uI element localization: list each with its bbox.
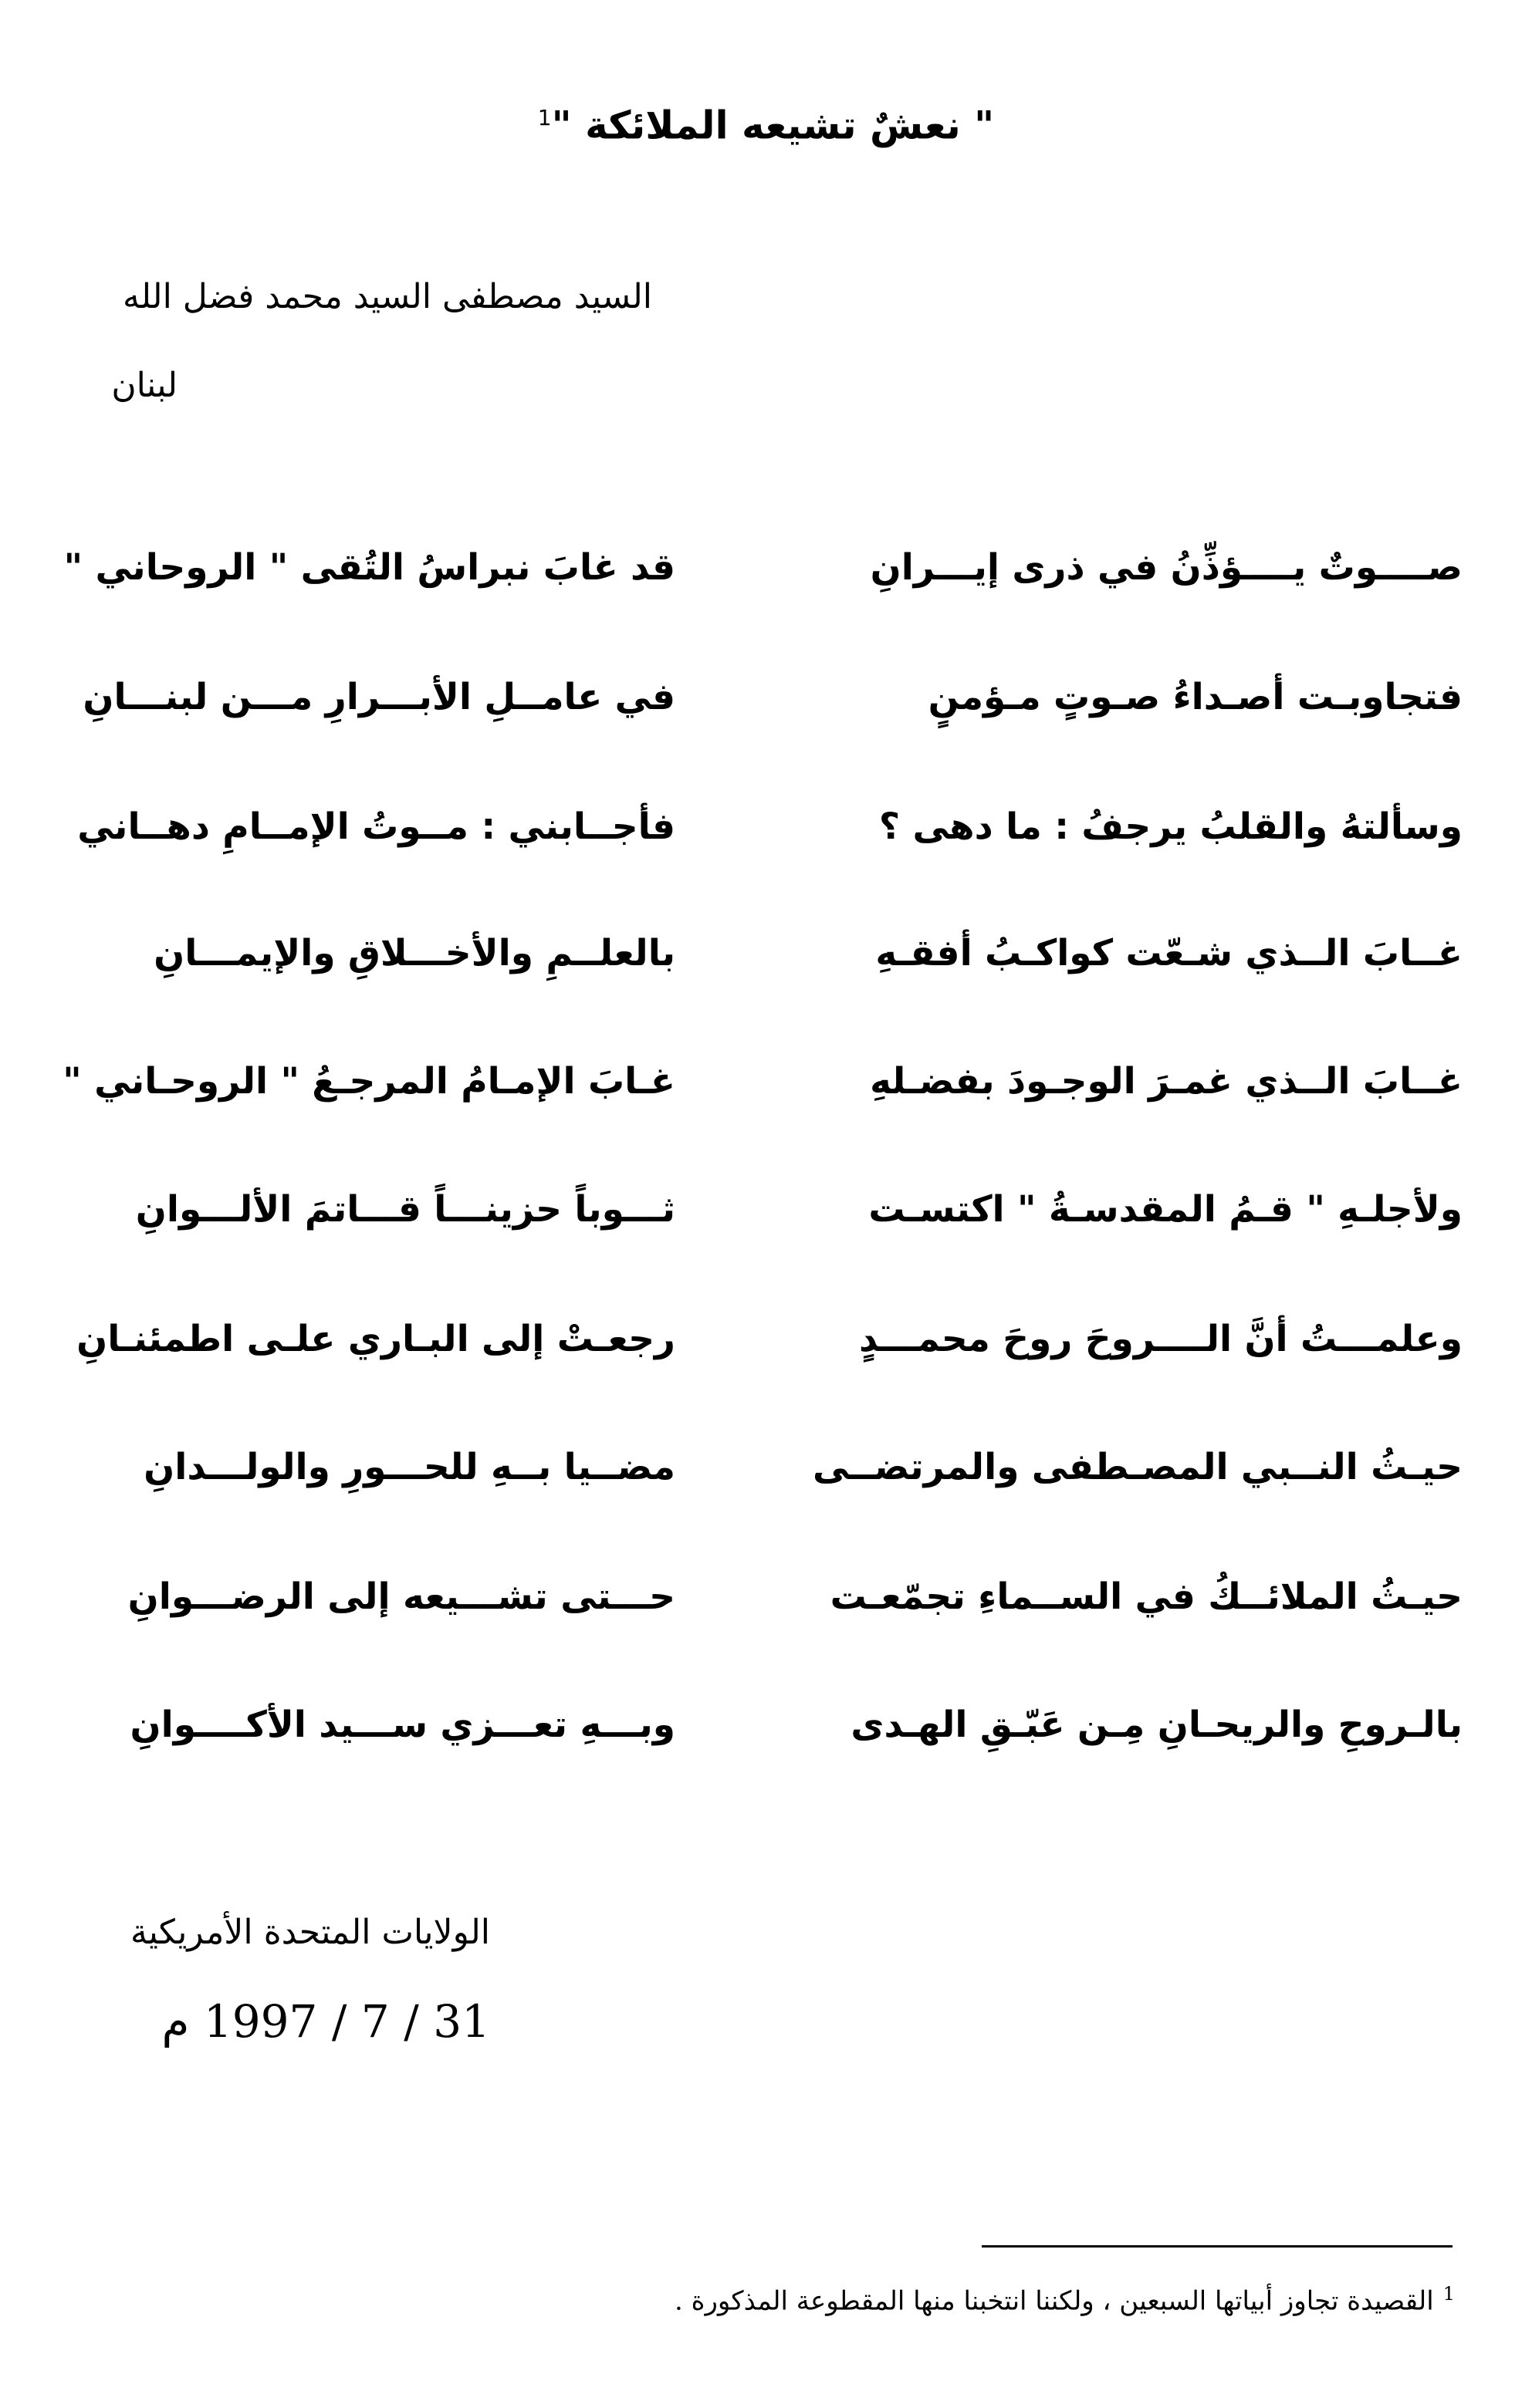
- verse-5-second-hemistich: غـابَ الإمـامُ المرجـعُ " الروحـاني ": [63, 1060, 675, 1103]
- verse-2: [0, 667, 1532, 728]
- verse-9: [0, 1566, 1532, 1628]
- verse-6-first-hemistich: ولأجلـهِ " قـمُ المقدسـةُ " اكتسـت: [868, 1188, 1463, 1231]
- title-footnote-marker: 1: [537, 105, 552, 130]
- verse-8-first-hemistich: حيـثُ النــبي المصـطفى والمرتضــى: [813, 1446, 1463, 1488]
- verse-3-first-hemistich: وسألتهُ والقلبُ يرجفُ : ما دهى ؟: [878, 805, 1463, 848]
- verse-5-first-hemistich: غــابَ الــذي غمـرَ الوجـودَ بفضـلهِ: [870, 1060, 1463, 1103]
- verse-8-second-hemistich: مضــيا بــهِ للحـــورِ والولـــدانِ: [144, 1446, 675, 1488]
- verse-10-second-hemistich: وبـــهِ تعـــزي ســـيد الأكــــوانِ: [130, 1704, 675, 1746]
- author-name: السيد مصطفى السيد محمد فضل الله: [123, 277, 652, 316]
- verse-6: [0, 1179, 1532, 1241]
- verse-9-second-hemistich: حـــتى تشـــيعه إلى الرضـــوانِ: [127, 1576, 675, 1618]
- author-country: لبنان: [111, 366, 178, 405]
- verse-3-second-hemistich: فأجــابني : مــوتُ الإمــامِ دهــاني: [77, 805, 675, 848]
- closing-date: 31 / 7 / 1997 م: [161, 1995, 490, 2048]
- title-text: " نعشٌ تشيعه الملائكة ": [551, 103, 995, 148]
- verse-1: [0, 537, 1532, 599]
- verse-10-first-hemistich: بالـروحِ والريحـانِ مِـن عَبّـقِ الهـدى: [851, 1704, 1463, 1746]
- page-title: [0, 91, 1532, 153]
- verse-6-second-hemistich: ثـــوباً حزينـــاً قـــاتمَ الألـــوانِ: [135, 1188, 675, 1231]
- footnote-marker: 1: [1442, 2283, 1455, 2305]
- verse-4: [0, 923, 1532, 984]
- footnote-text: القصيدة تجاوز أبياتها السبعين ، ولكننا انتخبنا منها المقطوعة المذكورة .: [675, 2285, 1434, 2317]
- verse-7: [0, 1309, 1532, 1370]
- verse-4-first-hemistich: غــابَ الــذي شـعّت كواكـبُ أفقـهِ: [875, 932, 1463, 974]
- verse-9-first-hemistich: حيـثُ الملائــكُ في الســماءِ تجمّعـت: [830, 1576, 1463, 1618]
- verse-5: [0, 1051, 1532, 1113]
- verse-8: [0, 1437, 1532, 1498]
- verse-2-first-hemistich: فتجاوبـت أصـداءُ صـوتٍ مـؤمنٍ: [928, 676, 1463, 718]
- verse-10: [0, 1694, 1532, 1756]
- verse-1-second-hemistich: قد غابَ نبراسُ التُقى " الروحاني ": [63, 546, 675, 589]
- footnote: [675, 2275, 1455, 2320]
- closing-place: الولايات المتحدة الأمريكية: [130, 1913, 490, 1952]
- verse-1-first-hemistich: صــــوتٌ يــــؤذِّنُ في ذرى إيـــرانِ: [870, 546, 1463, 589]
- verse-4-second-hemistich: بالعلــمِ والأخـــلاقِ والإيمـــانِ: [154, 932, 675, 974]
- verse-7-second-hemistich: رجعـتْ إلى البـاري علـى اطمئنـانِ: [76, 1318, 675, 1360]
- verse-3: [0, 796, 1532, 858]
- verse-2-second-hemistich: في عامــلِ الأبـــرارِ مـــن لبنـــانِ: [83, 676, 675, 718]
- verse-7-first-hemistich: وعلمـــتُ أنَّ الــــروحَ روحَ محمـــدٍ: [859, 1318, 1463, 1360]
- footnote-divider: [982, 2245, 1453, 2248]
